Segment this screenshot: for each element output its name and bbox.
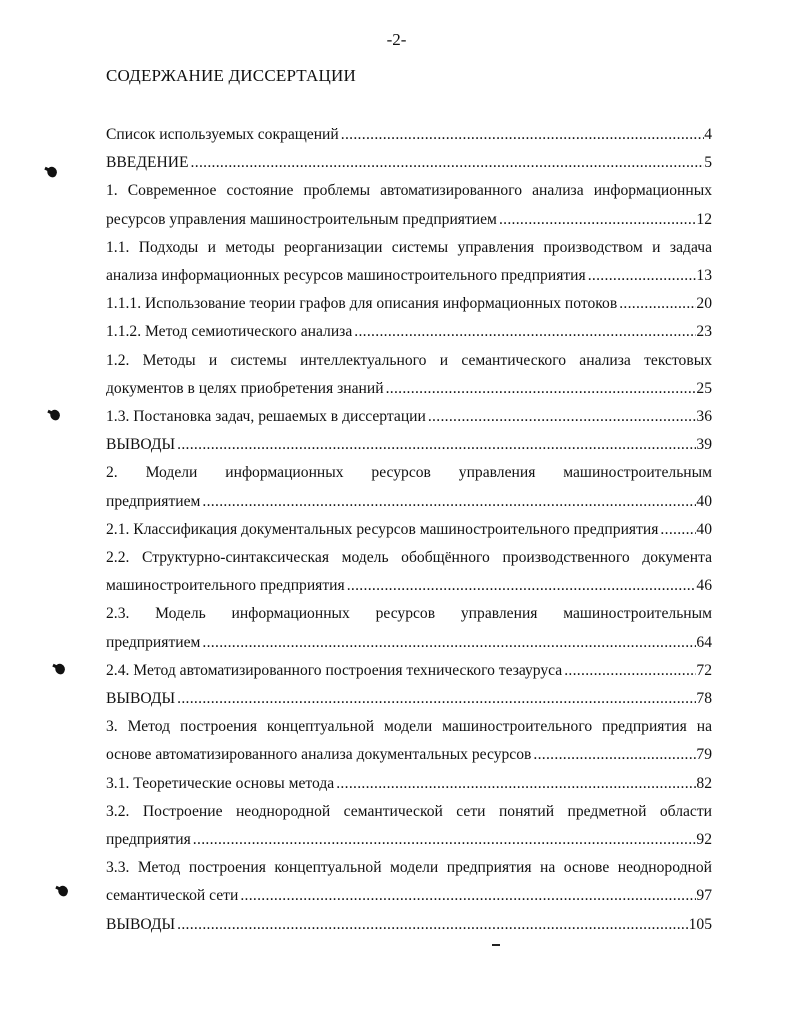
toc-entry-title: 2.4. Метод автоматизированного построения технического тезауруса [106,661,563,679]
toc-entry[interactable] [106,713,712,769]
toc-entry-row [106,826,712,854]
toc-entry[interactable] [106,149,712,177]
scan-artifact-speck [492,944,500,946]
toc-entry[interactable] [106,459,712,515]
toc-entry[interactable] [106,318,712,346]
toc-entry-row [106,121,712,149]
dot-leader [175,685,696,713]
scan-artifact-mark [56,884,69,897]
toc-entry-title: семантической сети [106,887,239,905]
toc-entry-title: Список используемых сокращений [106,126,339,143]
dot-leader [384,375,697,403]
toc-entry-title: ВЫВОДЫ [106,436,176,454]
toc-entry[interactable] [106,685,712,713]
dot-leader [497,206,696,234]
toc-entry[interactable] [106,911,712,939]
dot-leader [339,121,704,149]
toc-entry-page: 13 [696,267,712,285]
toc-entry-page: 97 [696,887,712,905]
toc-entry[interactable] [106,854,712,910]
toc-entry-row [106,318,712,346]
toc-entry-page: 64 [696,633,712,651]
dot-leader [200,488,696,516]
toc-entry-page: 36 [696,408,712,426]
toc-entry-row [106,770,712,798]
toc-entry[interactable] [106,177,712,233]
toc-entry-page: 25 [696,379,712,397]
toc-entry-page: 39 [696,436,712,454]
toc-entry-title: предприятия [106,831,191,849]
toc-entry[interactable] [106,516,712,544]
toc-entry-row [106,629,712,657]
toc-entry-row [106,206,712,234]
toc-entry-title-line-1: 1.2. Методы и системы интеллектуального и семантического анализа текстовых [106,351,712,369]
toc-entry[interactable] [106,657,712,685]
table-of-contents [106,121,712,939]
toc-entry-title: 1.3. Постановка задач, решаемых в диссертации [106,408,426,426]
toc-entry[interactable] [106,403,712,431]
toc-entry-row [106,911,712,939]
toc-entry[interactable] [106,234,712,290]
scan-artifact-mark [45,165,58,178]
toc-entry-page: 40 [696,520,712,538]
toc-entry[interactable] [106,431,712,459]
toc-entry-page: 5 [704,154,712,172]
toc-entry-page: 40 [696,492,712,510]
toc-entry-title-line-1: 3.2. Построение неоднородной семантической сети понятий предметной области [106,802,712,820]
dot-leader [200,629,696,657]
toc-entry-title: 1.1.1. Использование теории графов для описания информационных потоков [106,295,618,313]
toc-entry-row [106,149,712,177]
dot-leader [334,770,696,798]
toc-entry-page: 4 [704,126,712,143]
toc-entry-title: предприятием [106,492,201,510]
dot-leader [345,572,697,600]
dot-leader [238,882,696,910]
toc-entry-title: 2.1. Классификация документальных ресурсов машиностроительного предприятия [106,520,659,538]
toc-entry-row [106,290,712,318]
toc-entry-row [106,431,712,459]
toc-entry[interactable] [106,770,712,798]
toc-entry-page: 82 [696,774,712,792]
toc-entry-row [106,741,712,769]
scan-artifact-mark [53,662,66,675]
dot-leader [586,262,697,290]
toc-entry[interactable] [106,347,712,403]
toc-entry[interactable] [106,600,712,656]
toc-entry-title-line-1: 2.3. Модель информационных ресурсов управления машиностроительным [106,605,712,623]
dot-leader [531,741,696,769]
toc-entry-row [106,262,712,290]
toc-entry-row [106,375,712,403]
page-number: -2- [386,30,407,49]
toc-entry-title: документов в целях приобретения знаний [106,379,384,397]
toc-entry-page: 92 [696,831,712,849]
toc-entry-row [106,488,712,516]
dot-leader [617,290,696,318]
dot-leader [191,826,697,854]
toc-entry-row [106,516,712,544]
dot-leader [426,403,697,431]
toc-entry-title: ресурсов управления машиностроительным предприятием [106,210,497,228]
dot-leader [175,911,688,939]
toc-entry-title: 3.1. Теоретические основы метода [106,774,335,792]
toc-entry[interactable] [106,798,712,854]
toc-entry-title: ВВЕДЕНИЕ [106,154,189,172]
toc-entry-title-line-1: 2.2. Структурно-синтаксическая модель обобщённого производственного документа [106,549,712,567]
toc-entry-title-line-1: 1. Современное состояние проблемы автоматизированного анализа информационных [106,182,712,200]
toc-entry-title-line-1: 3.3. Метод построения концептуальной модели предприятия на основе неоднородной [106,859,712,877]
toc-entry-row [106,882,712,910]
toc-entry-title: анализа информационных ресурсов машиностроительного предприятия [106,267,586,285]
toc-entry-page: 78 [696,690,712,708]
toc-entry-page: 79 [696,746,712,764]
toc-entry-page: 23 [696,323,712,341]
toc-entry-row [106,572,712,600]
toc-title: СОДЕРЖАНИЕ ДИССЕРТАЦИИ [106,66,356,85]
toc-entry-title-line-1: 2. Модели информационных ресурсов управления машиностроительным [106,464,712,482]
toc-entry-page: 105 [688,915,712,933]
toc-entry-title: основе автоматизированного анализа документальных ресурсов [106,746,532,764]
toc-entry-title: ВЫВОДЫ [106,690,176,708]
toc-entry-title-line-1: 3. Метод построения концептуальной модели машиностроительного предприятия на [106,718,712,736]
toc-entry-title: предприятием [106,633,201,651]
scan-artifact-mark [48,408,61,421]
toc-entry-row [106,657,712,685]
toc-entry-page: 20 [696,295,712,313]
toc-entry-row [106,403,712,431]
toc-entry-title-line-1: 1.1. Подходы и методы реорганизации системы управления производством и задача [106,238,712,256]
toc-entry-row [106,685,712,713]
toc-entry-page: 12 [696,210,712,228]
toc-entry[interactable] [106,290,712,318]
toc-entry-page: 46 [696,577,712,595]
toc-entry-title: ВЫВОДЫ [106,915,176,933]
toc-entry[interactable] [106,544,712,600]
dot-leader [352,318,696,346]
toc-entry-title: машиностроительного предприятия [106,577,345,595]
dot-leader [658,516,696,544]
toc-entry-page: 72 [696,661,712,679]
toc-entry[interactable] [106,121,712,149]
dot-leader [189,149,705,177]
toc-entry-title: 1.1.2. Метод семиотического анализа [106,323,353,341]
dot-leader [175,431,696,459]
dot-leader [562,657,696,685]
